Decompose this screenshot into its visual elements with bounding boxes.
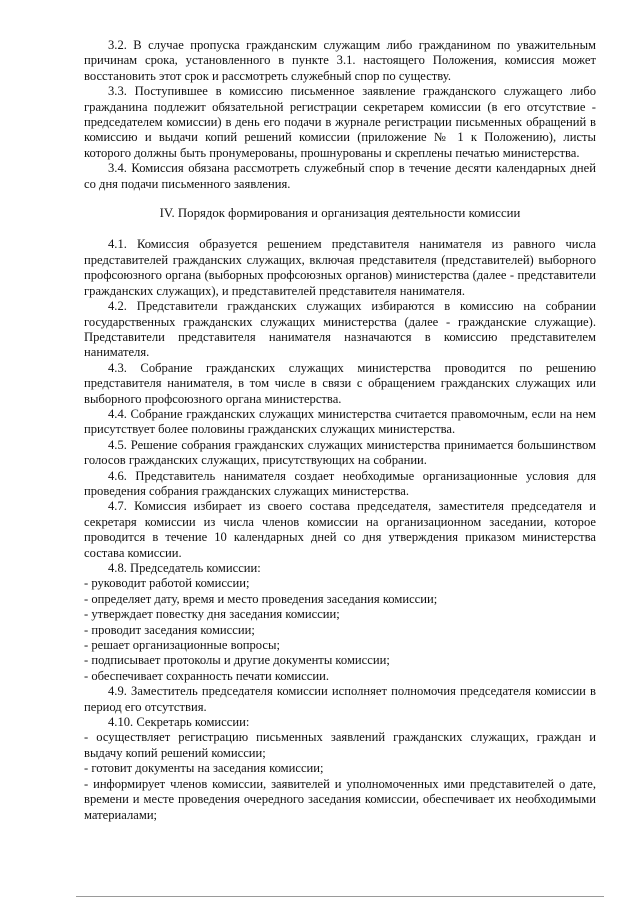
paragraph-3-3: 3.3. Поступившее в комиссию письменное заявление гражданского служащего либо гражданина подлежит обязательной регистрации секретарем комиссии (в его отсутствие - председателем комиссии) в день его подачи в журнале регистрации письменных обращений в комиссию и выдачи копий решений комиссии (приложение № 1 к Положению), листы которого должны быть пронумерованы, прошнурованы и скреплены печатью министерства. — [84, 84, 596, 160]
page-bottom-edge — [76, 896, 604, 897]
paragraph-4-7: 4.7. Комиссия избирает из своего состава председателя, заместителя председателя и секретаря комиссии из числа членов комиссии на организационном заседании, которое проводится в течение 10 календарных дней со дня утверждения приказом министерства состава комиссии. — [84, 499, 596, 560]
list-item: - проводит заседания комиссии; — [84, 622, 255, 637]
list-item: - обеспечивает сохранность печати комиссии. — [84, 668, 329, 683]
secretary-duty-informing: - информирует членов комиссии, заявителей и уполномоченных ими представителей о дате, времени и месте проведения очередного заседания комиссии, обеспечивает их необходимыми материалами; — [84, 776, 596, 822]
list-item: - подписывает протоколы и другие документы комиссии; — [84, 653, 390, 668]
list-item: - решает организационные вопросы; — [84, 638, 280, 653]
paragraph-4-3: 4.3. Собрание гражданских служащих министерства проводится по решению представителя нанимателя, в том числе в связи с обращением гражданских служащих или выборного профсоюзного органа министерства. — [84, 360, 596, 406]
paragraph-4-1: 4.1. Комиссия образуется решением представителя нанимателя из равного числа представителей гражданских служащих, включая представителя (представителей) выборного профсоюзного органа (выборных профсоюзных органов) министерства (далее - представители гражданских служащих), и представителей представителя нанимателя. — [84, 237, 596, 298]
paragraph-4-6: 4.6. Представитель нанимателя создает необходимые организационные условия для проведения собрания гражданских служащих министерства. — [84, 468, 596, 498]
list-item: - определяет дату, время и место проведения заседания комиссии; — [84, 591, 438, 606]
document-page — [84, 38, 596, 823]
paragraph-4-8: 4.8. Председатель комиссии: — [108, 561, 261, 575]
paragraph-4-4: 4.4. Собрание гражданских служащих министерства считается правомочным, если на нем присутствует более половины гражданских служащих министерства. — [84, 406, 596, 437]
section-4-heading: IV. Порядок формирования и организация деятельности комиссии — [159, 206, 521, 221]
paragraph-4-5: 4.5. Решение собрания гражданских служащих министерства принимается большинством голосов гражданских служащих, присутствующих на собрании. — [84, 437, 596, 468]
chairman-duties-list — [84, 576, 596, 684]
paragraph-4-9: 4.9. Заместитель председателя комиссии исполняет полномочия председателя комиссии в период его отсутствия. — [84, 684, 596, 714]
list-item: - руководит работой комиссии; — [84, 576, 250, 591]
list-item: - утверждает повестку дня заседания комиссии; — [84, 607, 340, 622]
paragraph-4-2: 4.2. Представители гражданских служащих избираются в комиссию на собрании государственных гражданских служащих министерства (далее - гражданские служащие). Представители представителя нанимателя назначаются в комиссию представителем нанимателя. — [84, 299, 596, 360]
paragraph-3-2: 3.2. В случае пропуска гражданским служащим либо гражданином по уважительным причинам срока, установленного в пункте 3.1. настоящего Положения, комиссия может восстановить этот срок и рассмотреть служебный спор по существу. — [84, 38, 596, 83]
paragraph-3-4: 3.4. Комиссия обязана рассмотреть служебный спор в течение десяти календарных дней со дня подачи письменного заявления. — [84, 161, 596, 191]
paragraph-4-10: 4.10. Секретарь комиссии: — [108, 715, 250, 730]
secretary-duty-registration: - осуществляет регистрацию письменных заявлений гражданских служащих, граждан и выдачу копий решений комиссии; — [84, 730, 596, 760]
secretary-duty-documents: - готовит документы на заседания комиссии; — [84, 761, 324, 776]
